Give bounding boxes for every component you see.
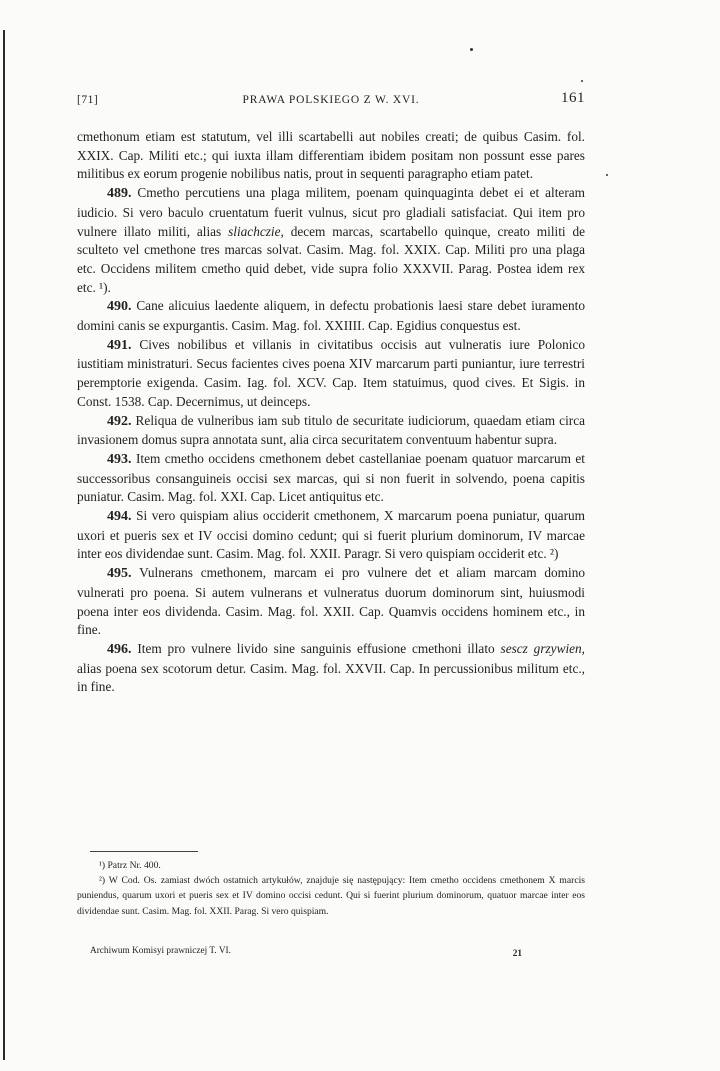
signature-line: Archiwum Komisyi prawniczej T. VI. <box>90 946 231 956</box>
speck <box>581 80 583 82</box>
main-text <box>77 128 585 697</box>
paragraph <box>77 507 585 564</box>
page-bracket: [71] <box>77 94 99 106</box>
footnote: ²) W Cod. Os. zamiast dwóch ostatnich artykułów, znajduje się następujący: Item cmetho occidens cmethonem X marcis puniendus, quarum uxori et pueris sex et IV domino occisi cedunt. Qui si fuerint plurium dominorum, quatuor marcae inter eos dividendae sunt. Casim. Mag. fol. XXII. Parag. Si vero quispiam. <box>77 875 585 917</box>
paragraph-text: Item pro vulnere livido sine sanguinis effusione cmethoni illato <box>137 640 495 656</box>
italic-term: sescz grzywien, <box>500 640 586 656</box>
paragraph <box>77 640 585 697</box>
article-number: 492. <box>107 413 132 429</box>
paragraph-text: Vulnerans cmethonem, marcam ei pro vulnere det et aliam marcam domino vulnerati pro poena. Si autem vulnerans et vulneratus duorum dominorum sint, huiusmodi poena inter eos dividenda. Casim. Mag. fol. XXII. Cap. Quamvis occidens hominem etc., in fine. <box>77 565 585 638</box>
paragraph <box>77 184 585 297</box>
paragraph <box>77 450 585 507</box>
article-number: 491. <box>107 337 132 353</box>
running-header <box>77 90 585 112</box>
paragraph <box>77 412 585 450</box>
paragraph-text: Cmetho percutiens una plaga militem, poenam quinquaginta debet ei et alteram iudicio. Si vero baculo cruentatum fuerit vulnus, sicut pro gladiali satisfaciat. Qui item pro vulnere illato militi, alias <box>77 185 585 239</box>
paragraph <box>77 564 585 640</box>
paragraph-text: Item cmetho occidens cmethonem debet castellaniae poenam quatuor marcarum et successoribus consanguineis occisi sex marcas, qui si non fuerit in solvendo, poena capitis puniatur. Casim. Mag. fol. XXI. Cap. Licet antiquitus etc. <box>77 450 586 505</box>
article-number: 494. <box>107 509 132 525</box>
speck <box>470 48 473 51</box>
paragraph-text: cmethonum etiam est statutum, vel illi scartabelli aut nobiles creati; de quibus Casim. fol. XXIX. Cap. Militi etc.; qui iuxta illam differentiam ibidem positam non possunt esse pares militibus ex eorum progenie nobilibus natis, prout in sequenti paragrapho etiam patet. <box>77 129 585 182</box>
paragraph-text: Cane alicuius laedente aliquem, in defectu probationis laesi stare debet iuramento domini canis se expurgantis. Casim. Mag. fol. XXIIII. Cap. Egidius conquestus est. <box>77 298 585 334</box>
signature-mark: 21 <box>512 949 522 959</box>
article-number: 493. <box>107 451 132 467</box>
footnotes <box>77 858 585 919</box>
paragraph-text: alias poena sex scotorum detur. Casim. Mag. fol. XXVII. Cap. In percussionibus militum etc., in fine. <box>77 660 585 695</box>
footnote: ¹) Patrz Nr. 400. <box>99 860 161 871</box>
running-title: PRAWA POLSKIEGO Z W. XVI. <box>242 94 420 106</box>
article-number: 495. <box>107 566 132 582</box>
paragraph-text: Reliqua de vulneribus iam sub titulo de securitate iudiciorum, quaedam etiam circa invasionem domus supra annotata sunt, alia circa securitatem conventuum habentur supra. <box>77 412 585 448</box>
article-number: 489. <box>107 186 132 202</box>
page-number: 161 <box>561 90 585 106</box>
paragraph-text: decem marcas, scartabello quinque, creato militi de sculteto vel cmethone tres marcas solvat. Casim. Mag. fol. XXIX. Cap. Militi pro una plaga etc. Occidens militem cmetho quid debet, vide supra folio XXXVII. Parag. Postea idem rex etc. ¹). <box>77 223 585 295</box>
paragraph <box>77 297 585 335</box>
paragraph-text: Cives nobilibus et villanis in civitatibus occisis aut vulneratis iure Polonico iustitiam ministraturi. Secus facientes cives poena XIV marcarum parti puniantur, iure terrestri peremptorie exigenda. Casim. Iag. fol. XCV. Cap. Item statuimus, quod cives. Et Sigis. in Const. 1538. Cap. Decernimus, ut deinceps. <box>77 336 585 409</box>
speck <box>606 174 608 176</box>
paragraph <box>77 336 585 412</box>
footnote-divider <box>90 851 198 852</box>
paragraph-text: Si vero quispiam alius occiderit cmethonem, X marcarum poena puniatur, quarum uxori et pueris sex et IV occisi domino cedunt; qui si fuerit plurium dominorum, IV marcae inter eos dividendae sunt. Casim. Mag. fol. XXII. Paragr. Si vero quispiam occiderit etc. ²) <box>77 508 585 562</box>
article-number: 496. <box>107 641 132 657</box>
page-footer <box>90 946 522 959</box>
article-number: 490. <box>107 299 132 315</box>
italic-term: sliachczie, <box>228 223 284 239</box>
paragraph <box>77 128 585 184</box>
